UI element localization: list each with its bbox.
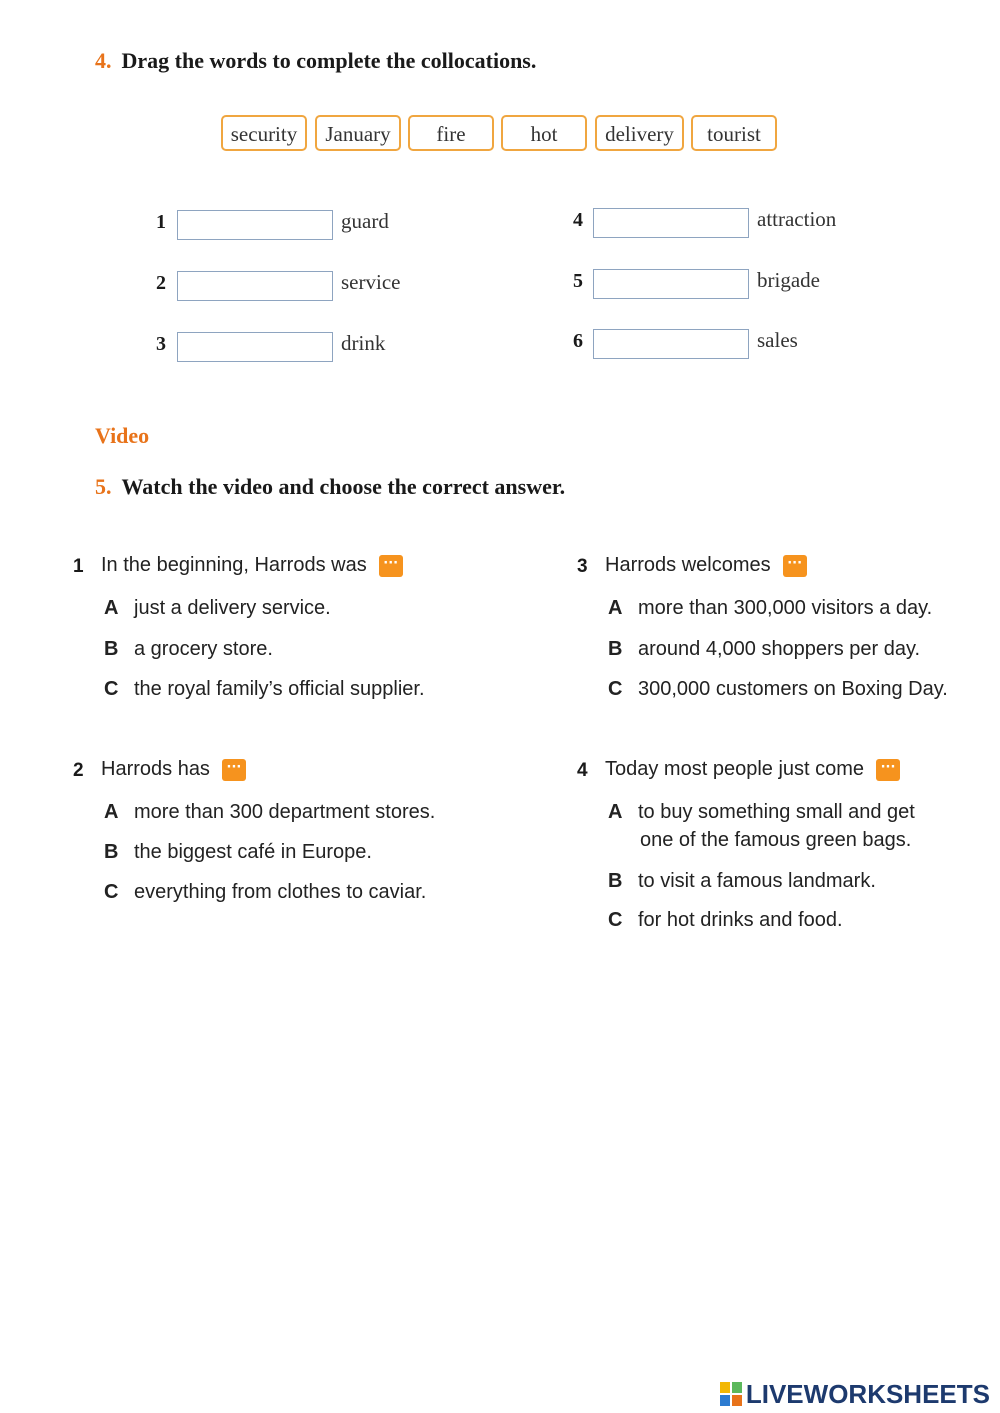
question-1-text: In the beginning, Harrods was [101, 554, 367, 576]
exercise-4-number: 4. [95, 48, 112, 73]
exercise-4-instruction: Drag the words to complete the collocations. [121, 48, 537, 73]
question-2-text: Harrods has [101, 758, 210, 780]
question-3-option-b[interactable]: B around 4,000 shoppers per day. [608, 638, 921, 660]
gap-1-input[interactable] [177, 210, 333, 240]
gap-3-word: drink [341, 331, 386, 355]
gap-3-number: 3 [156, 333, 166, 355]
word-chip-january[interactable]: January [315, 115, 401, 151]
gap-5-number: 5 [573, 270, 583, 292]
question-3-dropdown[interactable]: ··· [783, 555, 807, 577]
liveworksheets-brand [746, 1380, 990, 1408]
question-4-stem [605, 758, 900, 781]
word-chip-delivery[interactable]: delivery [595, 115, 684, 151]
question-3-number: 3 [577, 556, 588, 577]
question-1-stem [101, 554, 403, 577]
question-4-text: Today most people just come [605, 758, 865, 780]
gap-4-input[interactable] [593, 208, 749, 238]
question-4-number: 4 [577, 760, 588, 781]
question-4-dropdown[interactable]: ··· [876, 759, 900, 781]
question-2-number: 2 [73, 760, 84, 781]
gap-2-number: 2 [156, 272, 166, 294]
gap-2-input[interactable] [177, 271, 333, 301]
liveworksheets-logo-icon [720, 1382, 742, 1406]
question-1-dropdown[interactable]: ··· [379, 555, 403, 577]
question-4-option-b[interactable]: B to visit a famous landmark. [608, 870, 876, 892]
gap-2-word: service [341, 270, 401, 294]
exercise-4-heading [95, 48, 536, 74]
question-3-text: Harrods welcomes [605, 554, 771, 576]
question-1-option-c[interactable]: C the royal family’s official supplier. [104, 678, 425, 700]
question-1-option-b[interactable]: B a grocery store. [104, 638, 273, 660]
word-chip-fire[interactable]: fire [408, 115, 494, 151]
question-4-option-c[interactable]: C for hot drinks and food. [608, 909, 843, 931]
question-1-option-a[interactable]: A just a delivery service. [104, 597, 331, 619]
question-3-option-c[interactable]: C 300,000 customers on Boxing Day. [608, 678, 948, 700]
gap-1-word: guard [341, 209, 389, 233]
question-3-stem [605, 554, 807, 577]
question-4-option-a[interactable]: A to buy something small and get one of the famous green bags. [608, 801, 915, 851]
exercise-5-number: 5. [95, 474, 112, 499]
question-2-dropdown[interactable]: ··· [222, 759, 246, 781]
gap-4-number: 4 [573, 209, 583, 231]
word-chip-hot[interactable]: hot [501, 115, 587, 151]
gap-1-number: 1 [156, 211, 166, 233]
gap-6-input[interactable] [593, 329, 749, 359]
gap-3-input[interactable] [177, 332, 333, 362]
question-3-option-a[interactable]: A more than 300,000 visitors a day. [608, 597, 933, 619]
question-1-number: 1 [73, 556, 84, 577]
video-section-label: Video [95, 423, 150, 448]
liveworksheets-wordmark: LIVEWORKSHEETS [745, 1379, 990, 1409]
gap-5-input[interactable] [593, 269, 749, 299]
word-chip-tourist[interactable]: tourist [691, 115, 777, 151]
gap-4-word: attraction [757, 207, 837, 231]
exercise-5-instruction: Watch the video and choose the correct answer. [121, 474, 566, 499]
gap-5-word: brigade [757, 268, 820, 292]
question-2-option-c[interactable]: C everything from clothes to caviar. [104, 881, 427, 903]
question-2-option-b[interactable]: B the biggest café in Europe. [104, 841, 372, 863]
gap-6-word: sales [757, 328, 798, 352]
question-2-option-a[interactable]: A more than 300 department stores. [104, 801, 436, 823]
gap-6-number: 6 [573, 330, 583, 352]
word-chip-security[interactable]: security [221, 115, 307, 151]
exercise-5-heading [95, 474, 565, 500]
question-2-stem [101, 758, 246, 781]
